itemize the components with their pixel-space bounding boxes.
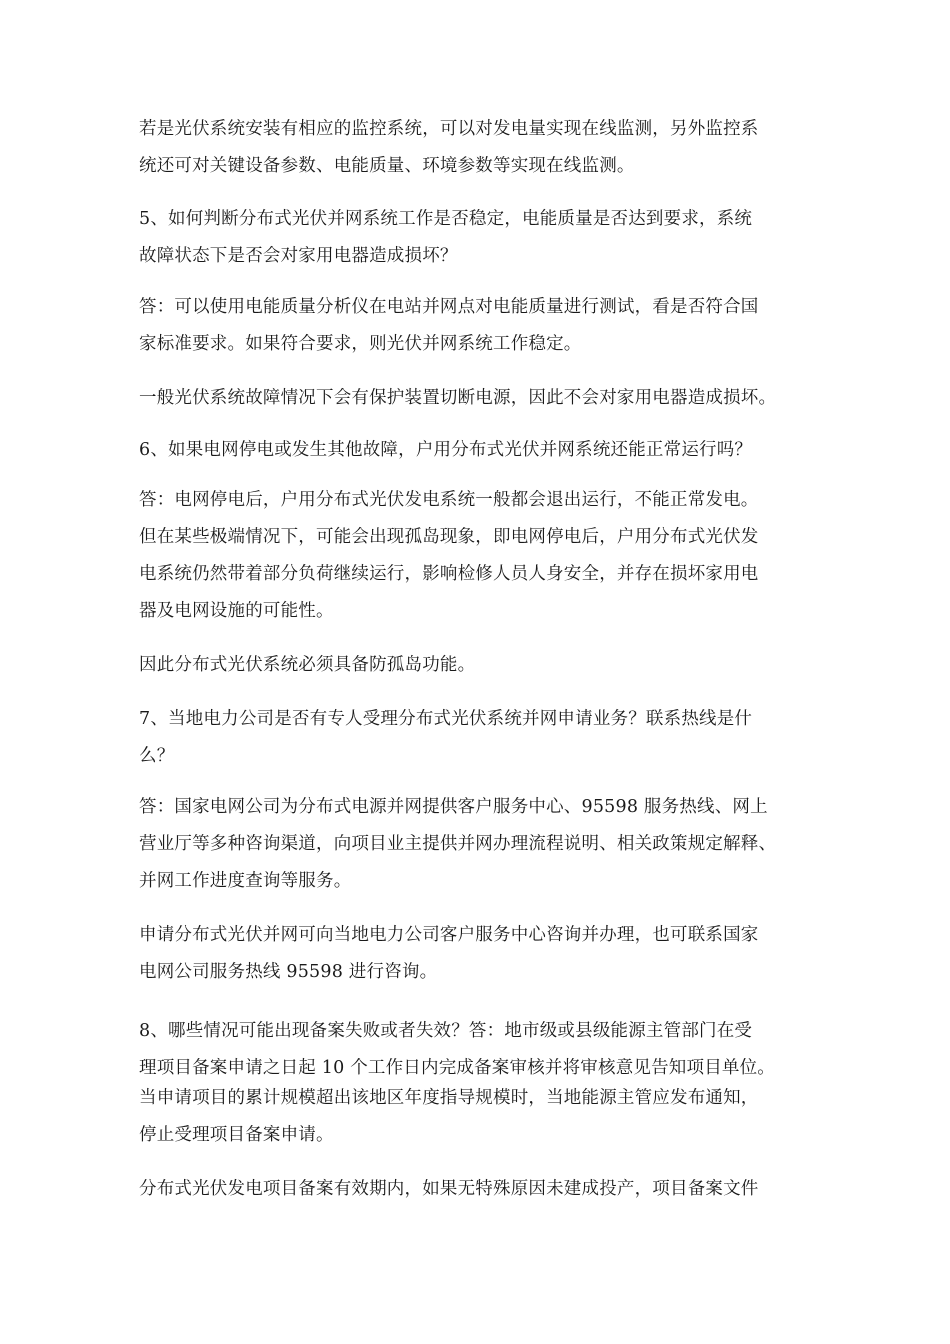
text-line: 家标准要求。如果符合要求，则光伏并网系统工作稳定。	[139, 334, 582, 354]
text-line: 但在某些极端情况下，可能会出现孤岛现象，即电网停电后，户用分布式光伏发	[139, 527, 759, 547]
text-line: 答：国家电网公司为分布式电源并网提供客户服务中心、95598 服务热线、网上	[139, 797, 768, 817]
text-line: 理项目备案申请之日起 10 个工作日内完成备案审核并将审核意见告知项目单位。	[139, 1058, 775, 1078]
text-line: 并网工作进度查询等服务。	[139, 871, 352, 891]
text-line: 若是光伏系统安装有相应的监控系统，可以对发电量实现在线监测，另外监控系	[139, 119, 759, 139]
question-5	[139, 201, 829, 275]
question-7	[139, 701, 829, 775]
text-line: 器及电网设施的可能性。	[139, 601, 334, 621]
text-line: 停止受理项目备案申请。	[139, 1125, 334, 1145]
text-line: 电系统仍然带着部分负荷继续运行，影响检修人员人身安全，并存在损坏家用电	[139, 564, 759, 584]
text-line: 申请分布式光伏并网可向当地电力公司客户服务中心咨询并办理，也可联系国家	[139, 925, 759, 945]
text-line: 统还可对关键设备参数、电能质量、环境参数等实现在线监测。	[139, 156, 635, 176]
text-line: 8、哪些情况可能出现备案失败或者失效？答：地市级或县级能源主管部门在受	[139, 1021, 753, 1041]
text-line: 营业厅等多种咨询渠道，向项目业主提供并网办理流程说明、相关政策规定解释、	[139, 834, 777, 854]
answer-7	[139, 789, 829, 900]
question-8	[139, 1013, 829, 1087]
text-line: 么？	[139, 746, 175, 766]
text-line: 故障状态下是否会对家用电器造成损坏？	[139, 246, 458, 266]
text-line: 答：可以使用电能质量分析仪在电站并网点对电能质量进行测试，看是否符合国	[139, 297, 759, 317]
answer-5	[139, 289, 829, 363]
question-6	[139, 432, 829, 469]
paragraph-protection	[139, 380, 829, 417]
text-line: 当申请项目的累计规模超出该地区年度指导规模时，当地能源主管应发布通知，	[139, 1088, 759, 1108]
paragraph-hotline	[139, 917, 829, 991]
paragraph-validity	[139, 1171, 829, 1208]
text-line: 因此分布式光伏系统必须具备防孤岛功能。	[139, 655, 476, 675]
text-line: 分布式光伏发电项目备案有效期内，如果无特殊原因未建成投产，项目备案文件	[139, 1179, 759, 1199]
text-line: 答：电网停电后，户用分布式光伏发电系统一般都会退出运行，不能正常发电。	[139, 490, 759, 510]
text-line: 6、如果电网停电或发生其他故障，户用分布式光伏并网系统还能正常运行吗？	[139, 440, 753, 460]
paragraph-scale-limit	[139, 1080, 829, 1154]
text-line: 7、当地电力公司是否有专人受理分布式光伏系统并网申请业务？联系热线是什	[139, 709, 753, 729]
text-line: 5、如何判断分布式光伏并网系统工作是否稳定，电能质量是否达到要求，系统	[139, 209, 753, 229]
text-line: 一般光伏系统故障情况下会有保护装置切断电源，因此不会对家用电器造成损坏。	[139, 388, 777, 408]
answer-6	[139, 482, 829, 630]
text-line: 电网公司服务热线 95598 进行咨询。	[139, 962, 438, 982]
paragraph-monitoring	[139, 111, 829, 185]
paragraph-anti-islanding	[139, 647, 829, 684]
